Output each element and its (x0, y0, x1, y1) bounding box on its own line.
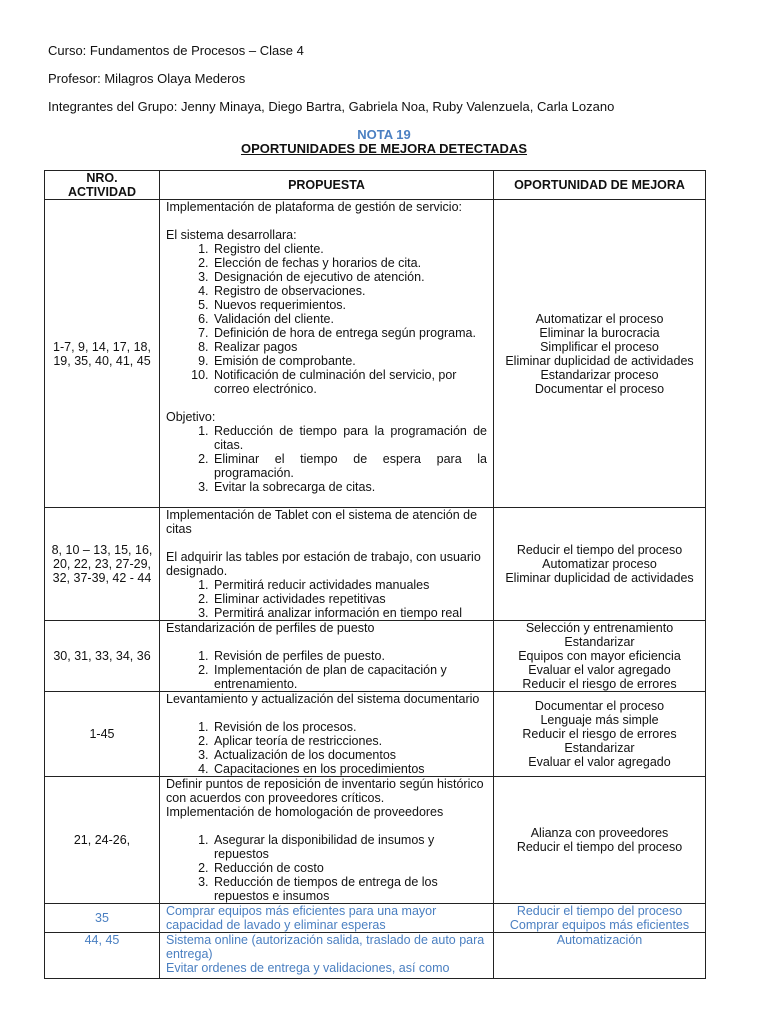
propuesta-lead: El sistema desarrollara: (166, 228, 297, 242)
actividad-cell: 21, 24-26, (45, 777, 160, 904)
oportunidad-item: Eliminar duplicidad de actividades (505, 571, 694, 585)
oportunidad-item: Alianza con proveedores (530, 826, 669, 840)
oportunidad-item: Eliminar la burocracia (539, 325, 660, 340)
list-item: 6. Validación del cliente. (212, 312, 487, 326)
list-item: 8. Realizar pagos (212, 340, 487, 354)
propuesta-lead: El adquirir las tables por estación de trabajo, con usuario designado. (166, 550, 481, 578)
propuesta-cell (160, 777, 494, 904)
list-item: 1. Permitirá reducir actividades manuales (212, 578, 487, 592)
propuesta-intro: Implementación de Tablet con el sistema de atención de citas (166, 508, 478, 536)
propuesta-intro: Sistema online (autorización salida, traslado de auto para entrega) (166, 933, 485, 961)
oportunidad-cell (494, 200, 706, 508)
actividad-cell: 8, 10 – 13, 15, 16, 20, 22, 23, 27-29, 32, 37-39, 42 - 44 (45, 508, 160, 621)
oportunidad-item: Evaluar el valor agregado (528, 755, 671, 769)
oportunidad-item: Reducir el tiempo del proceso (516, 543, 683, 557)
oportunidad-item: Reducir el riesgo de errores (522, 677, 677, 691)
actividad-cell: 1-45 (45, 692, 160, 777)
oportunidad-item: Documentar el proceso (534, 699, 665, 713)
oportunidad-cell (494, 621, 706, 692)
propuesta-intro-2: Evitar ordenes de entrega y validaciones, así como (166, 961, 450, 975)
list-item: 7. Definición de hora de entrega según programa. (212, 326, 487, 340)
list-item: 4. Capacitaciones en los procedimientos (212, 762, 487, 776)
list-item: 3. Actualización de los documentos (212, 748, 487, 762)
objetivo-list (166, 424, 487, 494)
propuesta-list (166, 242, 487, 396)
course-line: Curso: Fundamentos de Procesos – Clase 4 (48, 43, 304, 58)
list-item: 1. Asegurar la disponibilidad de insumos y repuestos (212, 833, 487, 861)
list-item: 2. Eliminar actividades repetitivas (212, 592, 487, 606)
propuesta-list (166, 578, 487, 620)
professor-line: Profesor: Milagros Olaya Mederos (48, 71, 246, 86)
improvement-table (44, 170, 706, 979)
oportunidad-item: Estandarizar (564, 635, 635, 649)
list-item: 1. Reducción de tiempo para la programación de citas. (212, 424, 487, 452)
oportunidad-item: Evaluar el valor agregado (528, 663, 671, 677)
propuesta-intro: Levantamiento y actualización del sistema documentario (166, 692, 480, 706)
list-item: 2. Elección de fechas y horarios de cita. (212, 256, 487, 270)
list-item: 2. Eliminar el tiempo de espera para la programación. (212, 452, 487, 480)
propuesta-cell (160, 621, 494, 692)
oportunidad-cell (494, 933, 706, 979)
oportunidad-item: Estandarizar (564, 741, 635, 755)
propuesta-cell (160, 692, 494, 777)
propuesta-intro-2: Implementación de homologación de proveedores (166, 805, 444, 819)
list-item: 9. Emisión de comprobante. (212, 354, 487, 368)
list-item: 5. Nuevos requerimientos. (212, 298, 487, 312)
propuesta-cell (160, 933, 494, 979)
list-item: 1. Revisión de perfiles de puesto. (212, 649, 487, 663)
list-item: 1. Revisión de los procesos. (212, 720, 487, 734)
oportunidad-cell (494, 904, 706, 933)
oportunidad-item: Documentar el proceso (534, 381, 665, 396)
table-row (45, 904, 706, 933)
list-item: 1. Registro del cliente. (212, 242, 487, 256)
oportunidad-item: Reducir el tiempo del proceso (516, 840, 683, 854)
list-item: 2. Implementación de plan de capacitación y entrenamiento. (212, 663, 487, 691)
list-item: 3. Reducción de tiempos de entrega de los repuestos e insumos (212, 875, 487, 903)
group-members-line: Integrantes del Grupo: Jenny Minaya, Diego Bartra, Gabriela Noa, Ruby Valenzuela, Carla Lozano (48, 99, 615, 114)
oportunidad-item: Simplificar el proceso (540, 339, 659, 354)
propuesta-cell (160, 508, 494, 621)
propuesta-list (166, 649, 487, 691)
oportunidad-item: Reducir el riesgo de errores (522, 727, 677, 741)
oportunidad-cell (494, 692, 706, 777)
oportunidad-cell (494, 777, 706, 904)
header-propuesta: PROPUESTA (160, 171, 494, 200)
list-item: 3. Permitirá analizar información en tiempo real (212, 606, 487, 620)
list-item: 2. Aplicar teoría de restricciones. (212, 734, 487, 748)
document-title: OPORTUNIDADES DE MEJORA DETECTADAS (240, 141, 528, 156)
oportunidad-item: Comprar equipos más eficientes (509, 918, 690, 932)
oportunidad-item: Estandarizar proceso (540, 367, 659, 382)
table-header-row (45, 171, 706, 200)
oportunidad-item: Lenguaje más simple (540, 713, 659, 727)
oportunidad-item: Selección y entrenamiento (525, 621, 674, 635)
table-row (45, 777, 706, 904)
propuesta-cell: Comprar equipos más eficientes para una mayor capacidad de lavado y eliminar esperas (160, 904, 494, 933)
list-item: 3. Evitar la sobrecarga de citas. (212, 480, 487, 494)
table-row (45, 933, 706, 979)
actividad-cell: 44, 45 (45, 933, 160, 979)
objetivo-label: Objetivo: (166, 410, 216, 424)
list-item: 4. Registro de observaciones. (212, 284, 487, 298)
propuesta-list (166, 720, 487, 776)
table-row (45, 621, 706, 692)
oportunidad-cell (494, 508, 706, 621)
list-item: 3. Designación de ejecutivo de atención. (212, 270, 487, 284)
oportunidad-item: Automatizar proceso (542, 557, 657, 571)
actividad-cell: 35 (45, 904, 160, 933)
propuesta-intro: Estandarización de perfiles de puesto (166, 621, 375, 635)
propuesta-cell (160, 200, 494, 508)
propuesta-list (166, 833, 487, 903)
oportunidad-item: Automatizar el proceso (535, 311, 664, 326)
nota-label: NOTA 19 (357, 127, 411, 142)
actividad-cell: 30, 31, 33, 34, 36 (45, 621, 160, 692)
header-actividad: NRO. ACTIVIDAD (45, 171, 160, 200)
oportunidad-item: Equipos con mayor eficiencia (518, 649, 681, 663)
propuesta-intro: Definir puntos de reposición de inventario según histórico con acuerdos con proveedores críticos. (166, 777, 484, 805)
oportunidad-item: Automatización (556, 933, 643, 947)
actividad-cell: 1-7, 9, 14, 17, 18, 19, 35, 40, 41, 45 (45, 200, 160, 508)
table-row (45, 692, 706, 777)
list-item: 10. Notificación de culminación del servicio, por correo electrónico. (212, 368, 487, 396)
oportunidad-item: Eliminar duplicidad de actividades (505, 353, 694, 368)
propuesta-intro: Implementación de plataforma de gestión de servicio: (166, 200, 462, 214)
list-item: 2. Reducción de costo (212, 861, 487, 875)
table-row (45, 508, 706, 621)
table-row (45, 200, 706, 508)
header-oportunidad: OPORTUNIDAD DE MEJORA (494, 171, 706, 200)
oportunidad-item: Reducir el tiempo del proceso (516, 904, 683, 918)
